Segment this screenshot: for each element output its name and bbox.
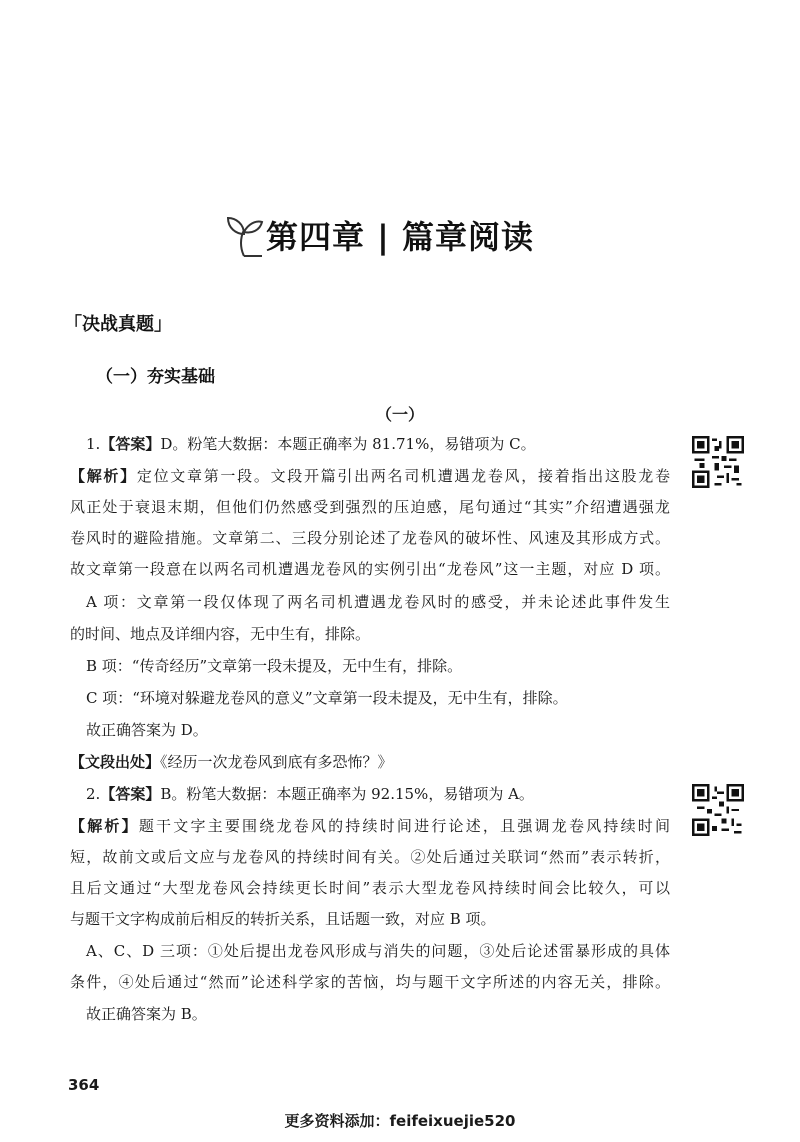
sub-heading: （一）夯实基础 (96, 367, 215, 387)
qr-code-icon[interactable] (692, 784, 744, 836)
q1-option-c-line: C 项：“环境对躲避龙卷风的意义”文章第一段未提及，无中生有，排除。 (86, 689, 568, 707)
number-heading: （一） (375, 405, 424, 424)
q1-option-b-line: B 项：“传奇经历”文章第一段未提及，无中生有，排除。 (86, 657, 463, 675)
section-tag: 「决战真题」 (64, 314, 172, 335)
chapter-heading (222, 210, 534, 260)
sprout-icon (222, 210, 266, 260)
q2-answer-label: 【答案】 (100, 785, 161, 803)
q2-analysis-label: 【解析】 (70, 817, 139, 835)
q1-answer-label: 【答案】 (100, 435, 161, 453)
q2-answer-line: 2.【答案】B。粉笔大数据：本题正确率为 92.15%，易错项为 A。 (86, 785, 534, 803)
q1-analysis-line-1: 【解析】定位文章第一段。文段开篇引出两名司机遭遇龙卷风，接着指出这股龙卷 (70, 467, 670, 485)
q2-analysis-line-3: 且后文通过“大型龙卷风会持续更长时间”表示大型龙卷风持续时间会比较久，可以 (70, 879, 670, 897)
page-number: 364 (68, 1076, 100, 1094)
q1-analysis-label: 【解析】 (70, 467, 137, 485)
q1-option-a-line-1: A 项：文章第一段仅体现了两名司机遭遇龙卷风时的感受，并未论述此事件发生 (86, 593, 670, 611)
q1-source-line: 【文段出处】《经历一次龙卷风到底有多恐怖？》 (70, 753, 393, 771)
qr-code-icon[interactable] (692, 436, 744, 488)
q1-analysis-line-2: 风正处于衰退末期，但他们仍然感受到强烈的压迫感，尾句通过“其实”介绍遭遇强龙 (70, 498, 670, 516)
q2-analysis-line-1: 【解析】题干文字主要围绕龙卷风的持续时间进行论述，且强调龙卷风持续时间 (70, 817, 670, 835)
q2-options-acd-line-2: 条件，④处后通过“然而”论述科学家的苦恼，均与题干文字所述的内容无关，排除。 (70, 973, 670, 991)
q1-conclusion: 故正确答案为 D。 (86, 721, 208, 739)
q1-analysis-line-4: 故文章第一段意在以两名司机遭遇龙卷风的实例引出“龙卷风”这一主题，对应 D 项。 (70, 560, 670, 578)
q1-source-label: 【文段出处】 (70, 753, 161, 771)
q2-analysis-line-4: 与题干文字构成前后相反的转折关系，且话题一致，对应 B 项。 (70, 910, 496, 928)
q1-answer-line: 1.【答案】D。粉笔大数据：本题正确率为 81.71%，易错项为 C。 (86, 435, 536, 453)
q2-conclusion: 故正确答案为 B。 (86, 1005, 207, 1023)
q1-analysis-line-3: 卷风时的避险措施。文章第二、三段分别论述了龙卷风的破坏性、风速及其形成方式。 (70, 529, 670, 547)
q2-options-acd-line-1: A、C、D 三项：①处后提出龙卷风形成与消失的问题，③处后论述雷暴形成的具体 (86, 942, 670, 960)
q1-option-a-line-2: 的时间、地点及详细内容，无中生有，排除。 (70, 625, 371, 643)
chapter-title: 第四章 | 篇章阅读 (266, 218, 534, 256)
q2-analysis-line-2: 短，故前文或后文应与龙卷风的持续时间有关。②处后通过关联词“然而”表示转折， (70, 848, 670, 866)
footer-note: 更多资料添加：feifeixuejie520 (284, 1112, 516, 1130)
